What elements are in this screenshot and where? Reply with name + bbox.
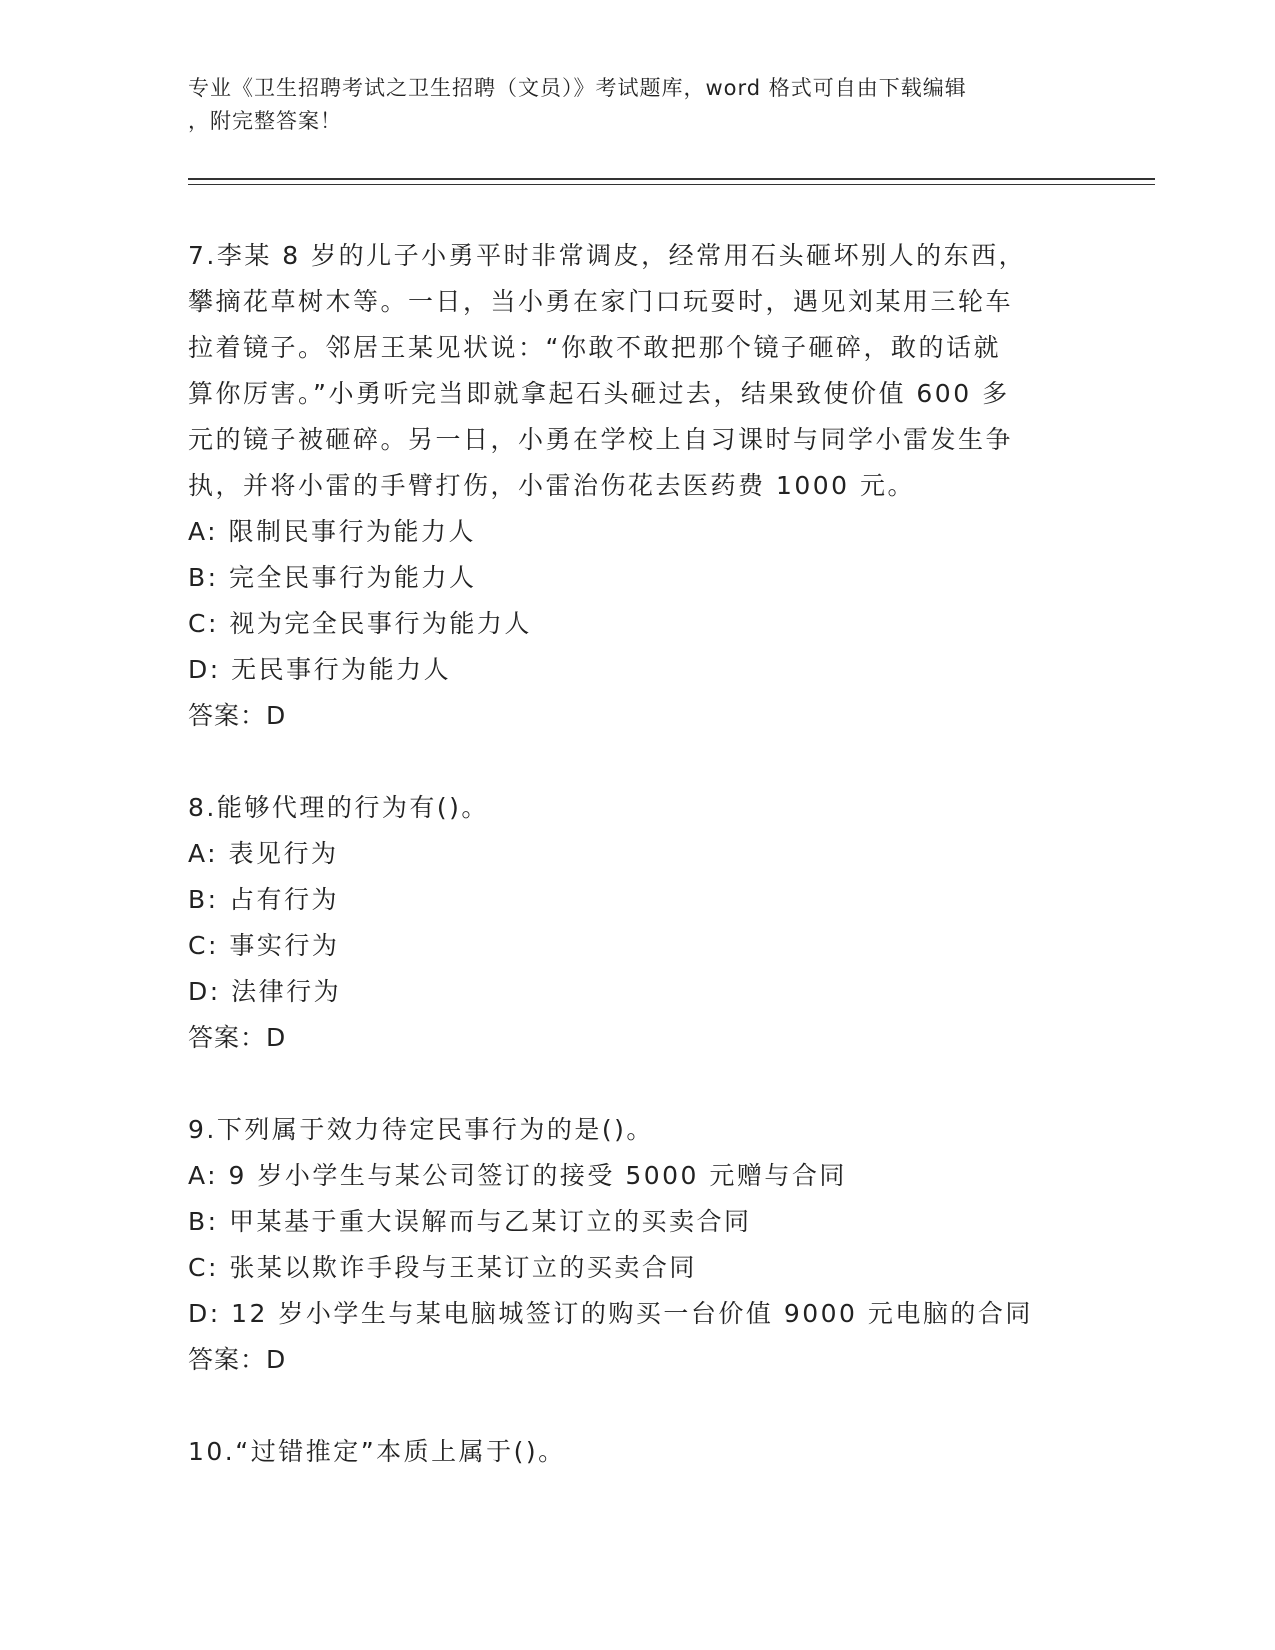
answer-line: 答案：D <box>188 701 287 730</box>
option-c: C: 视为完全民事行为能力人 <box>188 609 532 638</box>
option-a: A: 表见行为 <box>188 839 339 868</box>
question-stem-line: 攀摘花草树木等。一日，当小勇在家门口玩耍时，遇见刘某用三轮车 <box>188 287 1014 316</box>
option-b: B: 占有行为 <box>188 885 340 914</box>
option-a: A: 限制民事行为能力人 <box>188 517 477 546</box>
question-stem-line: 8.能够代理的行为有()。 <box>188 793 489 822</box>
option-d: D: 12 岁小学生与某电脑城签订的购买一台价值 9000 元电脑的合同 <box>188 1299 1033 1328</box>
header-divider-thin <box>188 184 1155 185</box>
header-line-1: 专业《卫生招聘考试之卫生招聘（文员）》考试题库，word 格式可自由下载编辑 <box>188 76 967 100</box>
question-stem-line: 元的镜子被砸碎。另一日，小勇在学校上自习课时与同学小雷发生争 <box>188 425 1014 454</box>
header-line-2: ，附完整答案！ <box>188 109 342 133</box>
document-header <box>188 72 1088 138</box>
option-b: B: 完全民事行为能力人 <box>188 563 477 592</box>
option-d: D: 法律行为 <box>188 977 342 1006</box>
question-9 <box>188 1107 1088 1383</box>
option-b: B: 甲某基于重大误解而与乙某订立的买卖合同 <box>188 1207 752 1236</box>
question-10 <box>188 1429 1088 1475</box>
answer-line: 答案：D <box>188 1023 287 1052</box>
question-8 <box>188 785 1088 1061</box>
option-a: A: 9 岁小学生与某公司签订的接受 5000 元赠与合同 <box>188 1161 847 1190</box>
question-7 <box>188 233 1088 739</box>
question-stem-line: 执，并将小雷的手臂打伤，小雷治伤花去医药费 1000 元。 <box>188 471 916 500</box>
question-list <box>188 233 1088 1521</box>
option-c: C: 张某以欺诈手段与王某订立的买卖合同 <box>188 1253 697 1282</box>
option-d: D: 无民事行为能力人 <box>188 655 452 684</box>
option-c: C: 事实行为 <box>188 931 340 960</box>
question-stem-line: 7.李某 8 岁的儿子小勇平时非常调皮，经常用石头砸坏别人的东西， <box>188 241 1027 270</box>
question-stem-line: 拉着镜子。邻居王某见状说：“你敢不敢把那个镜子砸碎，敢的话就 <box>188 333 1001 362</box>
question-stem-line: 10.“过错推定”本质上属于()。 <box>188 1437 566 1466</box>
header-divider-thick <box>188 178 1155 180</box>
question-stem-line: 算你厉害。”小勇听完当即就拿起石头砸过去，结果致使价值 600 多 <box>188 379 1010 408</box>
question-stem-line: 9.下列属于效力待定民事行为的是()。 <box>188 1115 654 1144</box>
answer-line: 答案：D <box>188 1345 287 1374</box>
